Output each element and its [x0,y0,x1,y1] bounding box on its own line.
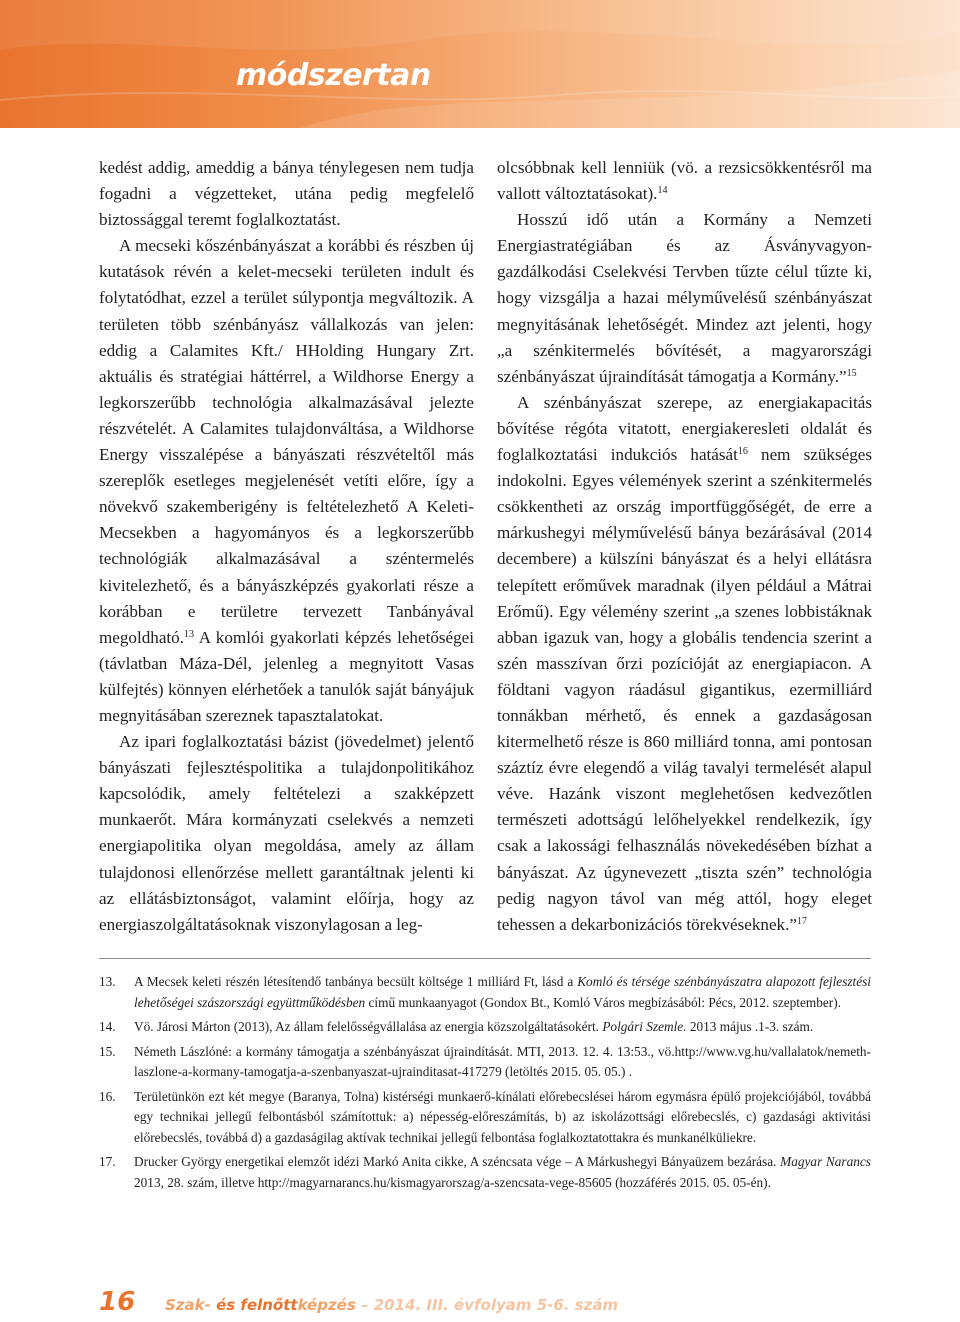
page-footer [0,1285,960,1322]
footnote-italic: Polgári Szemle. [602,1019,687,1034]
footnote-number: 14. [99,1019,116,1034]
journal-title [165,1296,618,1314]
right-paragraph-2 [497,207,872,390]
right-paragraph-1-text: olcsóbbnak kell lenniük (vö. a rezsicsökkentésről ma vallott változtatásokat). [497,158,872,204]
footnotes [99,972,871,1197]
footnote-16 [99,1087,871,1149]
left-paragraph-3: Az ipari foglalkoztatási bázist (jövedelmet) jelentő bányászati fejlesztéspolitika a tulajdonpolitikához kapcsolódik, amely feltételezi a szakképzett munkaerőt. Mára kormányzati cselekvés a nemzeti energiapolitika olyan megoldása, amely az állam tulajdonosi ellenőrzése mellett garantáltnak jelenti ki az ellátásbiztonságot, valamint előírja, hogy az energiaszolgáltatásoknak viszonylagosan a leg- [99,732,474,934]
journal-issue: – 2014. III. évfolyam 5-6. szám [355,1296,619,1314]
journal-title-part-2: és felnőtt [216,1296,298,1314]
footnote-13 [99,972,871,1013]
footnote-ref-15[interactable]: 15 [846,367,857,379]
page-number: 16 [99,1287,136,1317]
footnote-text: Németh Lászlóné: a kormány támogatja a szénbányászat újraindítását. MTI, 2013. 12. 4. 13:53., vö.http://www.vg.hu/vallalatok/nemeth-laszlone-a-kormany-tamogatja-a-szenbanyaszat-ujrainditasat-417279 (letöltés 2015. 05. 05.) . [134,1043,871,1079]
footnote-14 [99,1017,871,1038]
footnote-ref-17[interactable]: 17 [796,915,807,927]
journal-title-part-3: képzés [297,1296,356,1314]
header-band [0,0,960,128]
footnote-divider [99,958,871,959]
left-paragraph-1: kedést addig, ameddig a bánya ténylegesen nem tudja fogadni a végzetteket, utána pedig megfelelő biztossággal teremt foglalkoztatást. [99,158,474,230]
left-column [99,155,474,938]
left-paragraph-2 [99,233,474,729]
footnote-text: Területünkön ezt két megye (Baranya, Tolna) kistérségi munkaerő-kínálati előrebecslései három egymásra épülő projekciójából, továbbá egy technikai jellegű felbontásból számítottuk: a) népesség-előreszámítás, b) az iskolázottsági előrebecslés, c) gazdasági aktivitási előrebecslés, továbbá d) a gazdaságilag aktívak technikai jellegű felbontása foglalkoztatottakra és munkanélküliekre. [134,1088,871,1145]
right-paragraph-3-text: A szénbányászat szerepe, az energiakapacitás bővítése régóta vitatott, energiakeresleti oldalát és foglalkoztatási indukciós hatását [497,392,872,465]
footnote-ref-13[interactable]: 13 [183,628,194,640]
footnote-number: 17. [99,1154,116,1169]
footnote-number: 15. [99,1043,116,1059]
footnote-15 [99,1042,871,1083]
section-title: módszertan [236,58,431,93]
right-column [497,155,872,938]
footnote-number: 13. [99,974,116,989]
footnote-text-end: című munkaanyagot (Gondox Bt., Komló Város megbízásából: Pécs, 2012. szeptember). [365,994,841,1010]
right-paragraph-3 [497,390,872,938]
footnote-text-end: 2013 május .1-3. szám. [686,1019,814,1034]
footnote-italic: Magyar Narancs [780,1154,871,1169]
footnote-text: A Mecsek keleti részén létesítendő tanbánya becsült költsége 1 milliárd Ft, lásd a [134,974,578,989]
footnote-ref-16[interactable]: 16 [737,446,748,458]
right-paragraph-1 [497,155,872,207]
footnote-text: Drucker György energetikai elemzőt idézi Markó Anita cikke, A széncsata vége – A Márkushegyi Bányaüzem bezárása. [134,1154,781,1169]
footnote-text: Vö. Járosi Márton (2013), Az állam felelősségvállalása az energia közszolgáltatásokért. [134,1019,603,1034]
left-paragraph-2-continued: A komlói gyakorlati képzés lehetőségei (távlatban Máza-Dél, jelenleg a megnyitott Vasas külfejtés) könnyen elérhetőek a tanulók saját bányájuk megnyitásában szereznek tapasztalatokat. [99,627,474,725]
footnote-italic: Komló és térsége szénbányászatra alapozott fejlesztési lehetőségei szászországi együttműködésben [134,974,872,1010]
right-paragraph-3-continued: nem szükséges indokolni. Egyes vélemények szerint a szénkitermelés csökkentheti az ország importfüggőségét, de erre a márkushegyi mélyművelésű bánya bezárásával (2014 decembere) a külszíni bányászat és a helyi ellátásra telepített erőművek maradnak (ilyen például a Mátrai Erőmű). Egy vélemény szerint „a szenes lobbistáknak abban igazuk van, hogy a globális tendencia szerint a szén masszívan őrzi pozícióját az energiapiacon. A földtani vagyon ráadásul gigantikus, ezermilliárd tonnákban mérhető, és ennek a gazdaságosan kitermelhető része is 860 milliárd tonna, ami pontosan száztíz évre elegendő a világ tavalyi termelését alapul véve. Hazánk viszont meglehetősen kedvezőtlen természeti adottságú lelőhelyekkel rendelkezik, így csak a lakossági felhasználás növekedésében bízhat a bányászat. Az úgynevezett „tiszta szén” technológia pedig nagyon távol van még attól, hogy eleget tehessen a dekarbonizációs törekvéseknek.” [497,445,872,934]
footnote-17 [99,1152,871,1193]
header-wave-decoration [0,0,960,128]
footnote-text-end: 2013, 28. szám, illetve http://magyarnarancs.hu/kismagyarorszag/a-szencsata-vege-85605 (hozzáférés 2015. 05. 05-én). [134,1174,771,1190]
journal-title-part-1: Szak- [165,1296,217,1314]
footnote-number: 16. [99,1088,116,1104]
footnote-ref-14[interactable]: 14 [657,185,668,197]
right-paragraph-2-text: Hosszú idő után a Kormány a Nemzeti Energiastratégiában és az Ásványvagyon-gazdálkodási Cselekvési Tervben tűzte célul tűzte ki, hogy vizsgálja a hazai mélyművelésű szénbányászat megnyitásának lehetőségét. Mindez azt jelenti, hogy „a szénkitermelés bővítését, a magyarországi szénbányászat újraindítását támogatja a Kormány.” [497,210,872,386]
left-paragraph-2-text: A mecseki kőszénbányászat a korábbi és részben új kutatások révén a kelet-mecseki területen indult és folytatódhat, ezzel a terület súlypontja megváltozik. A területen több szénbányász vállalkozás van jelen: eddig a Calamites Kft./ HHolding Hungary Zrt. aktuális és stratégiai háttérrel, a Wildhorse Energy a legkorszerűbb technológia alkalmazásával jelezte részvételét. A Calamites tulajdonváltása, a Wildhorse Energy visszalépése a bányászati részvételtől más szereplők esetleges megjelenését vetíti előre, így a növekvő szakemberigény is feltételezhető A Keleti-Mecsekben a hagyományos és a legkorszerűbb technológiák alkalmazásával a széntermelés kivitelezhető, és a bányászképzés gyakorlati része a korábban e területre tervezett Tanbányával megoldható. [99,236,474,647]
